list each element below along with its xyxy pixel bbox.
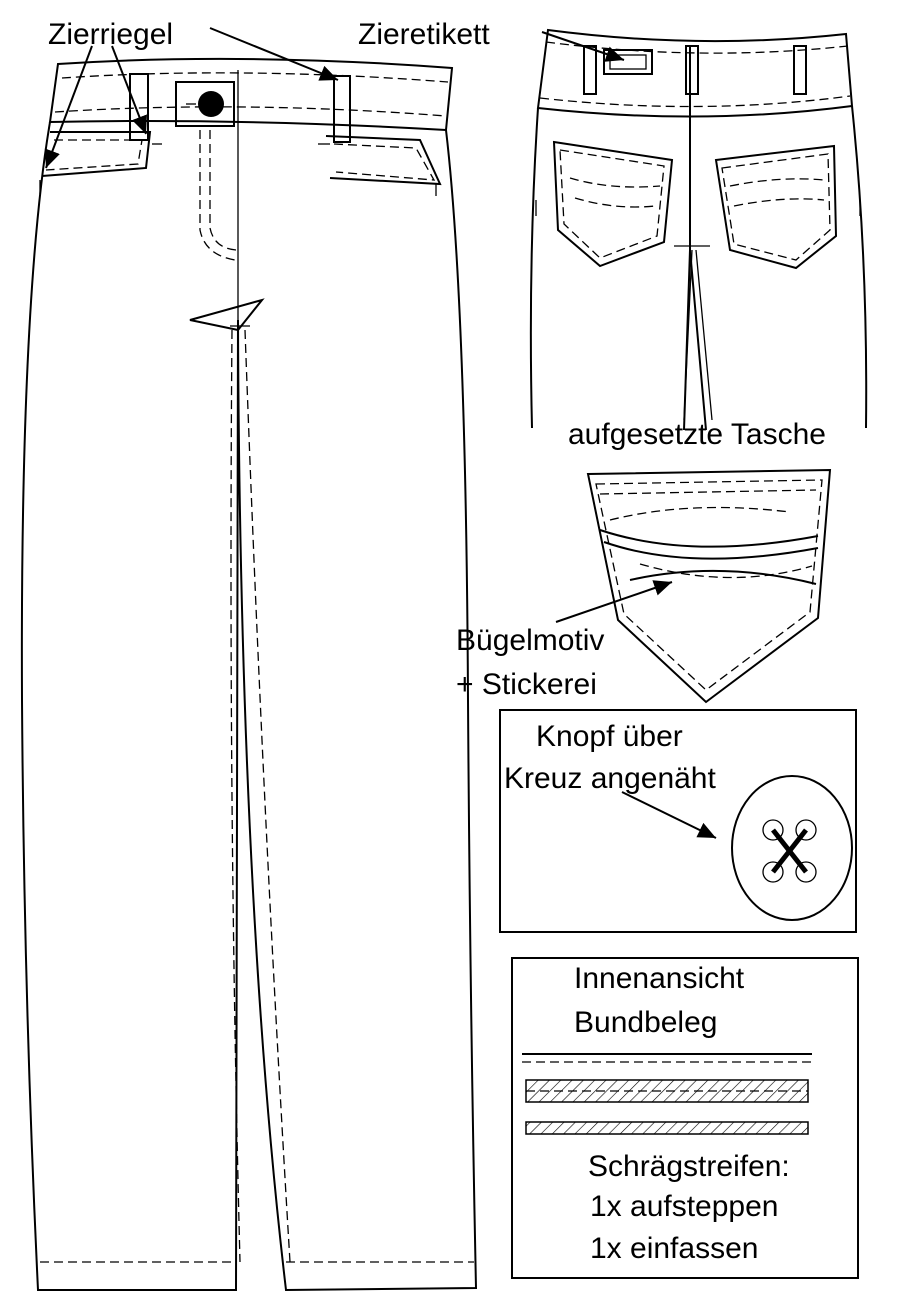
back-pocket-right (716, 146, 836, 268)
label-schraegstreifen: Schrägstreifen: (588, 1150, 790, 1183)
arrow-tasche-1 (684, 250, 692, 420)
front-view-trousers (22, 59, 476, 1290)
front-waistband (50, 59, 452, 130)
back-outline (531, 106, 866, 428)
label-aufsteppen: 1x aufsteppen (590, 1190, 779, 1223)
back-belt-loop-1 (584, 46, 596, 94)
pocket-detail (588, 470, 830, 702)
label-bundbeleg: Bundbeleg (574, 1006, 718, 1039)
decor-label (604, 50, 652, 74)
label-innenansicht: Innenansicht (574, 962, 745, 995)
back-waistband (538, 30, 852, 117)
label-zieretikett: Zieretikett (358, 18, 490, 51)
front-pocket-left (42, 132, 150, 176)
arrow-zierriegel-3 (210, 28, 338, 80)
pocket-detail-outline (588, 470, 830, 702)
label-zierriegel: Zierriegel (48, 18, 174, 51)
back-view-trousers (531, 30, 866, 430)
label-knopf-1: Knopf über (536, 720, 683, 753)
back-pocket-left (554, 142, 672, 266)
bias-strip-2 (526, 1122, 808, 1134)
label-aufgesetzte-tasche: aufgesetzte Tasche (568, 418, 826, 451)
label-einfassen: 1x einfassen (590, 1232, 759, 1265)
waist-button (198, 91, 224, 117)
front-pocket-right (326, 136, 440, 184)
label-buegelmotiv-2: + Stickerei (456, 668, 597, 701)
front-trouser-outline (22, 122, 476, 1290)
front-fly (200, 130, 235, 260)
label-knopf-2: Kreuz angenäht (504, 762, 716, 795)
arrow-buegelmotiv (556, 582, 672, 622)
label-buegelmotiv-1: Bügelmotiv (456, 624, 605, 657)
back-belt-loop-3 (794, 46, 806, 94)
